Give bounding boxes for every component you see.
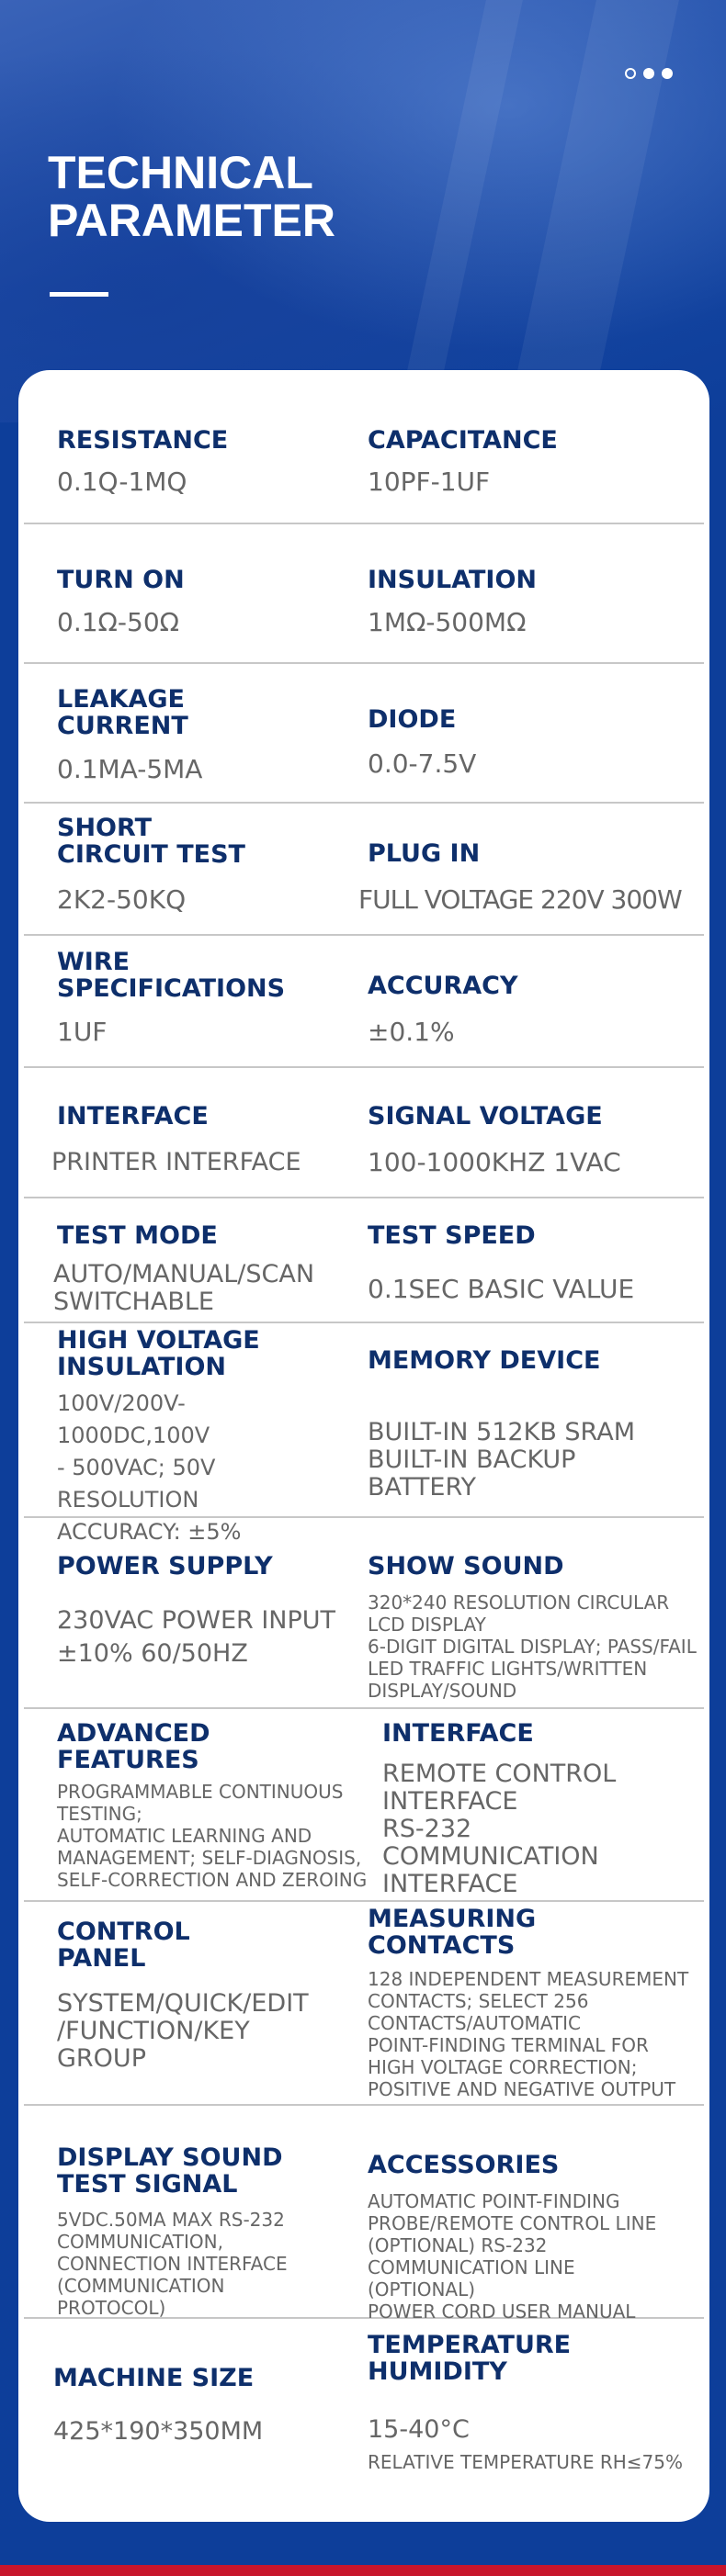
param-cell-left: [24, 523, 336, 662]
param-label: WIRE SPECIFICATIONS: [57, 948, 286, 1003]
param-cell-left: [24, 1066, 336, 1197]
param-value: 0.1SEC BASIC VALUE: [368, 1274, 635, 1304]
bottom-bar: [0, 2553, 726, 2576]
param-value: 100-1000KHZ 1VAC: [368, 1147, 621, 1177]
param-value-secondary: RELATIVE TEMPERATURE RH≤75%: [368, 2451, 683, 2473]
param-label: CAPACITANCE: [368, 426, 558, 455]
param-value: 1UF: [57, 1017, 108, 1047]
param-value: 5VDC.50MA MAX RS-232 COMMUNICATION, CONNECTION INTERFACE (COMMUNICATION PROTOCOL): [57, 2209, 288, 2319]
param-row: [24, 1197, 704, 1323]
param-label: MEMORY DEVICE: [368, 1346, 601, 1375]
param-cell-left: [24, 1516, 336, 1707]
hero-light-beam: [506, 0, 679, 422]
title-line-2: PARAMETER: [48, 195, 335, 246]
param-row: [24, 370, 704, 524]
param-label: INTERFACE: [57, 1102, 209, 1131]
param-label: POWER SUPPLY: [57, 1552, 273, 1580]
param-value: SYSTEM/QUICK/EDIT /FUNCTION/KEY GROUP: [57, 1989, 309, 2073]
param-cell-right: [368, 1197, 708, 1322]
dot-filled-icon: [662, 68, 673, 79]
param-label: SHOW SOUND: [368, 1552, 564, 1580]
param-cell-right: [368, 2104, 708, 2323]
param-row: [24, 1516, 704, 1709]
param-cell-right: [368, 1516, 708, 1707]
param-cell-left: [24, 2104, 336, 2317]
dot-filled-icon: [643, 68, 654, 79]
param-label: SIGNAL VOLTAGE: [368, 1102, 603, 1131]
param-value: 15-40°C: [368, 2415, 470, 2444]
param-label: INSULATION: [368, 566, 538, 594]
title-underline: [50, 292, 108, 297]
param-row: [24, 802, 704, 936]
param-value: 1MΩ-500MΩ: [368, 607, 527, 637]
bottom-red-stripe: [0, 2565, 726, 2576]
param-value: 0.1MA-5MA: [57, 754, 203, 784]
param-label: TEST MODE: [57, 1221, 218, 1250]
param-value: AUTO/MANUAL/SCAN SWITCHABLE: [53, 1260, 315, 1316]
param-label: ACCURACY: [368, 972, 518, 1000]
page-title: [48, 149, 507, 244]
param-value: FULL VOLTAGE 220V 300W: [358, 884, 682, 915]
param-cell-right: [368, 1322, 708, 1516]
param-label: INTERFACE: [382, 1719, 534, 1748]
param-value: 320*240 RESOLUTION CIRCULAR LCD DISPLAY 6-DIGIT DIGITAL DISPLAY; PASS/FAIL LED TRAFFIC LIGHTS/WRITTEN DISPLAY/SOUND: [368, 1592, 697, 1702]
param-row: [24, 1707, 704, 1902]
param-label: SHORT CIRCUIT TEST: [57, 814, 245, 869]
param-cell-left: [24, 662, 336, 802]
param-label: MACHINE SIZE: [53, 2364, 255, 2392]
param-cell-left: [24, 1197, 336, 1322]
param-value: 0.1Ω-50Ω: [57, 607, 180, 637]
param-label: ACCESSORIES: [368, 2151, 560, 2179]
param-cell-right: [368, 2317, 708, 2501]
param-row: [24, 1900, 704, 2106]
param-value: 230VAC POWER INPUT ±10% 60/50HZ: [57, 1606, 336, 1668]
param-cell-left: [24, 370, 336, 523]
param-value: PRINTER INTERFACE: [51, 1148, 301, 1176]
parameter-card: [18, 370, 709, 2522]
param-cell-right: [368, 1900, 708, 2104]
param-row: [24, 1066, 704, 1198]
param-cell-left: [24, 2317, 336, 2501]
param-value: ±0.1%: [368, 1017, 455, 1047]
param-value: 100V/200V-1000DC,100V - 500VAC; 50V RESOLUTION ACCURACY: ±5%: [57, 1390, 242, 1545]
param-value: 425*190*350MM: [53, 2417, 264, 2446]
param-value: AUTOMATIC POINT-FINDING PROBE/REMOTE CONTROL LINE (OPTIONAL) RS-232 COMMUNICATION LINE (OPTIONAL) POWER CORD USER MANUAL: [368, 2190, 657, 2323]
param-value: 10PF-1UF: [368, 467, 491, 497]
param-cell-right: [368, 662, 708, 802]
dot-outline-icon: [625, 68, 636, 79]
param-cell-right: [358, 802, 708, 934]
param-row: [24, 523, 704, 664]
param-row: [24, 2317, 704, 2501]
param-cell-left: [24, 802, 336, 934]
param-cell-left: [24, 1900, 336, 2104]
param-label: DISPLAY SOUND TEST SIGNAL: [57, 2143, 283, 2199]
title-line-1: TECHNICAL: [48, 147, 313, 198]
param-value: 128 INDEPENDENT MEASUREMENT CONTACTS; SELECT 256 CONTACTS/AUTOMATIC POINT-FINDING TERMINAL FOR HIGH VOLTAGE CORRECTION; POSITIVE AND NEGATIVE OUTPUT: [368, 1968, 689, 2100]
param-row: [24, 934, 704, 1068]
param-label: HIGH VOLTAGE INSULATION: [57, 1326, 260, 1381]
param-value: 0.1Q-1MQ: [57, 467, 187, 497]
hero-banner: [0, 0, 726, 422]
param-cell-left: [24, 1707, 368, 1900]
param-cell-right: [368, 523, 708, 662]
param-label: ADVANCED FEATURES: [57, 1719, 210, 1774]
param-cell-left: [24, 1322, 336, 1545]
param-label: TEMPERATURE HUMIDITY: [368, 2331, 572, 2386]
param-cell-right: [368, 370, 708, 523]
param-value: BUILT-IN 512KB SRAM BUILT-IN BACKUP BATTERY: [368, 1418, 635, 1502]
param-label: DIODE: [368, 705, 457, 734]
param-label: TURN ON: [57, 566, 185, 594]
param-label: PLUG IN: [368, 839, 481, 868]
param-cell-right: [368, 934, 708, 1066]
param-label: RESISTANCE: [57, 426, 229, 455]
param-row: [24, 662, 704, 804]
param-value: 2K2-50KQ: [57, 884, 187, 915]
param-label: MEASURING CONTACTS: [368, 1905, 537, 1960]
param-label: TEST SPEED: [368, 1221, 536, 1250]
param-cell-right: [382, 1707, 722, 1900]
param-value: PROGRAMMABLE CONTINUOUS TESTING; AUTOMATIC LEARNING AND MANAGEMENT; SELF-DIAGNOSIS, SELF-CORRECTION AND ZEROING: [57, 1781, 368, 1891]
param-label: CONTROL PANEL: [57, 1918, 190, 1973]
param-value: REMOTE CONTROL INTERFACE RS-232 COMMUNICATION INTERFACE: [382, 1760, 617, 1898]
param-row: [24, 1322, 704, 1545]
param-label: LEAKAGE CURRENT: [57, 685, 188, 740]
param-cell-right: [368, 1066, 708, 1197]
param-cell-left: [24, 934, 336, 1066]
param-value: 0.0-7.5V: [368, 748, 477, 779]
param-row: [24, 2104, 704, 2323]
